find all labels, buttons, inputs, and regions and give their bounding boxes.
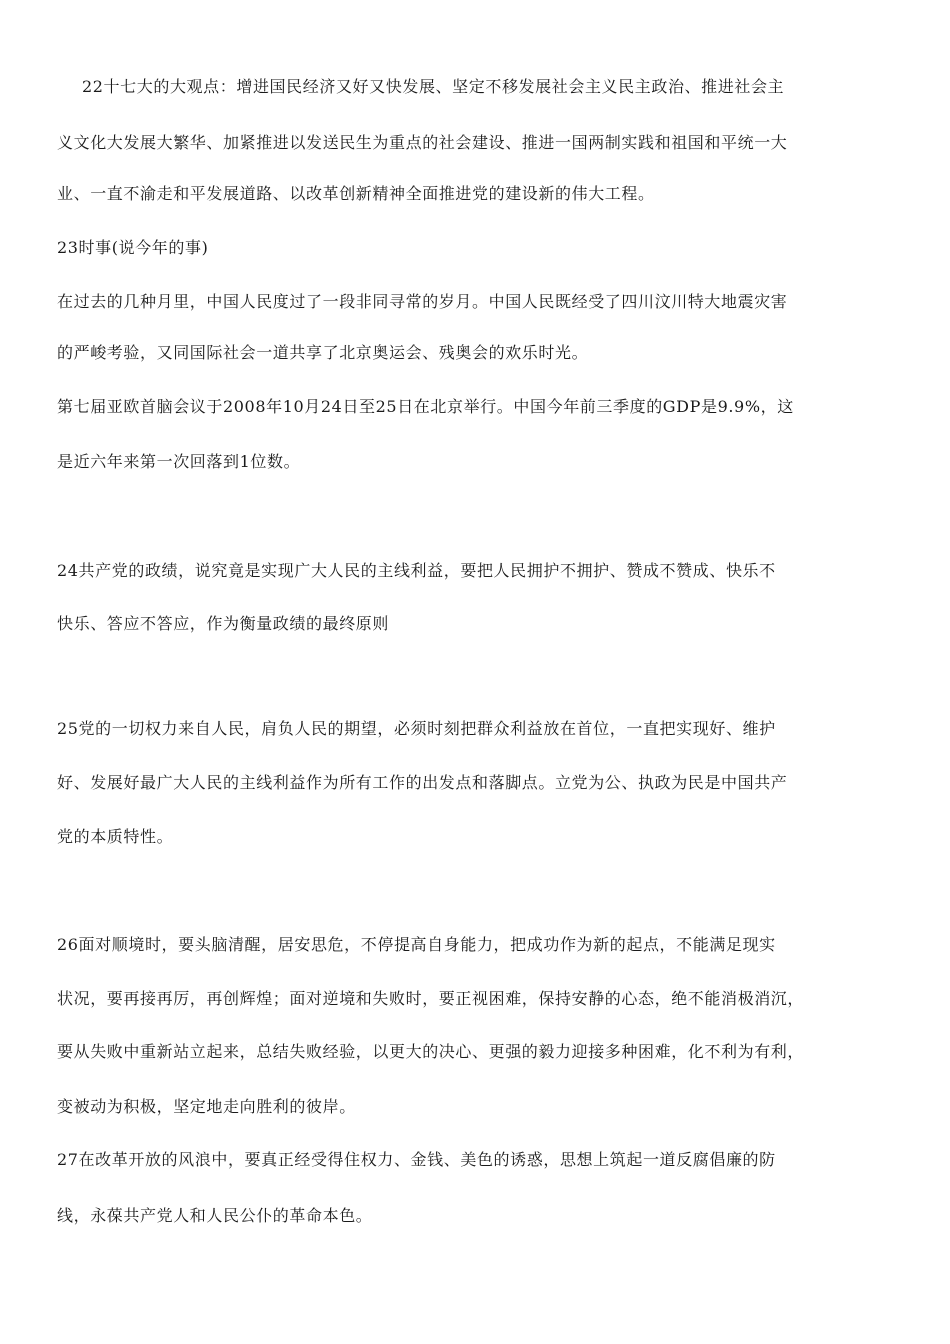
text-line: 25党的一切权力来自人民，肩负人民的期望，必须时刻把群众利益放在首位，一直把实现好、维护 [57, 719, 776, 738]
text-line: 26面对顺境时，要头脑清醒，居安思危，不停提高自身能力，把成功作为新的起点，不能满足现实 [57, 935, 776, 954]
text-line: 的严峻考验，又同国际社会一道共享了北京奥运会、残奥会的欢乐时光。 [57, 343, 589, 362]
text-line: 27在改革开放的风浪中，要真正经受得住权力、金钱、美色的诱惑，思想上筑起一道反腐倡廉的防 [57, 1150, 776, 1169]
text-line: 在过去的几种月里，中国人民度过了一段非同寻常的岁月。中国人民既经受了四川汶川特大地震灾害 [57, 292, 788, 311]
text-line: 快乐、答应不答应，作为衡量政绩的最终原则 [57, 614, 390, 633]
text-line: 线，永葆共产党人和人民公仆的革命本色。 [57, 1206, 373, 1225]
text-line: 第七届亚欧首脑会议于2008年10月24日至25日在北京举行。中国今年前三季度的GDP是9.9%，这 [57, 397, 794, 416]
text-line: 义文化大发展大繁华、加紧推进以发送民生为重点的社会建设、推进一国两制实践和祖国和平统一大 [57, 133, 788, 152]
text-line: 要从失败中重新站立起来，总结失败经验，以更大的决心、更强的毅力迎接多种困难，化不利为有利， [57, 1042, 805, 1061]
text-line: 好、发展好最广大人民的主线利益作为所有工作的出发点和落脚点。立党为公、执政为民是中国共产 [57, 773, 788, 792]
section-heading: 23时事(说今年的事) [57, 238, 209, 257]
text-line: 业、一直不渝走和平发展道路、以改革创新精神全面推进党的建设新的伟大工程。 [57, 184, 655, 203]
text-line: 党的本质特性。 [57, 827, 174, 846]
text-line: 24共产党的政绩，说究竟是实现广大人民的主线利益，要把人民拥护不拥护、赞成不赞成、快乐不 [57, 561, 776, 580]
text-line: 是近六年来第一次回落到1位数。 [57, 452, 301, 471]
text-line: 变被动为积极，坚定地走向胜利的彼岸。 [57, 1097, 356, 1116]
text-line: 22十七大的大观点：增进国民经济又好又快发展、坚定不移发展社会主义民主政治、推进社会主 [82, 77, 785, 96]
text-line: 状况，要再接再厉，再创辉煌；面对逆境和失败时，要正视困难，保持安静的心态，绝不能消极消沉， [57, 989, 805, 1008]
